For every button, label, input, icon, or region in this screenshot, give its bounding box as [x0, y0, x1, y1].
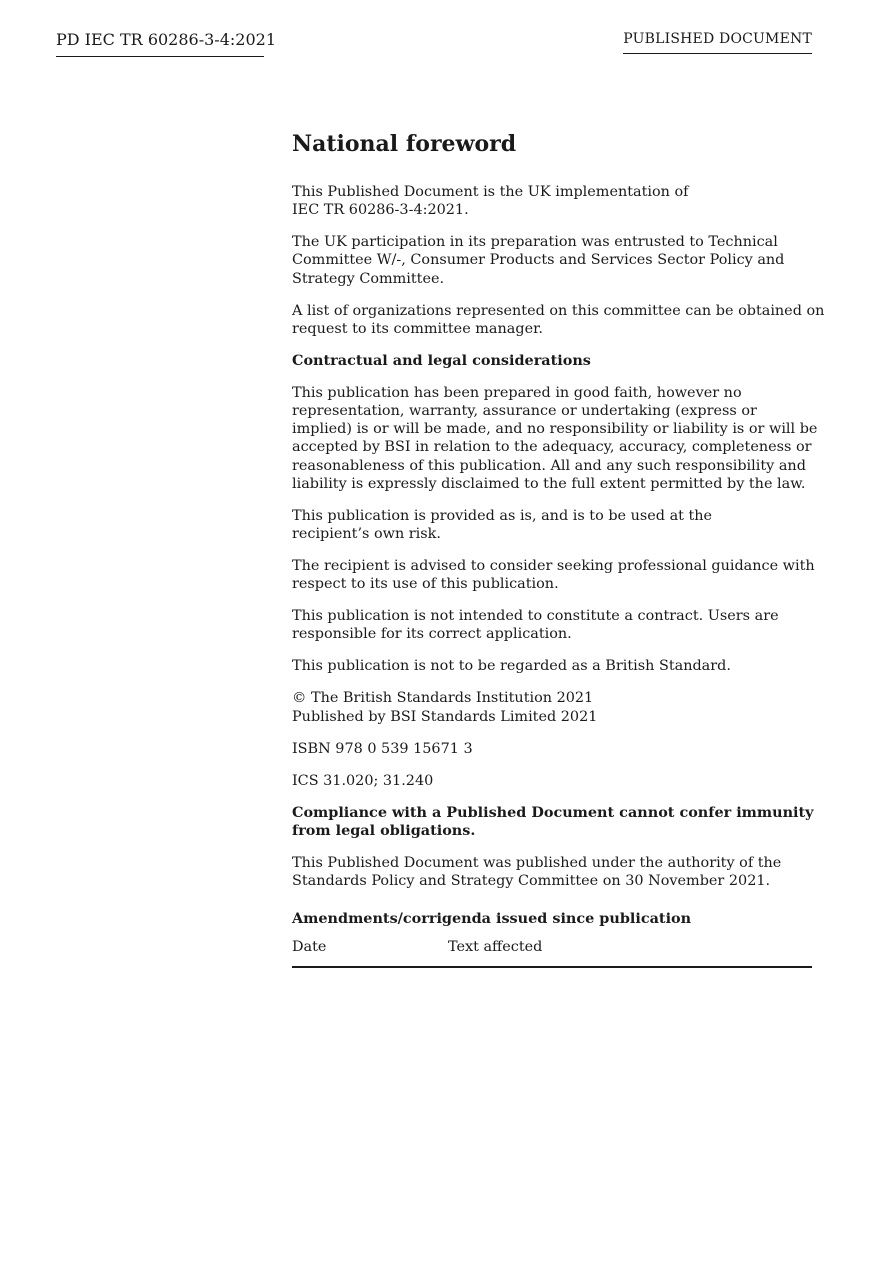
- paragraph-ics: [292, 772, 812, 790]
- text-line: from legal obligations.: [292, 821, 476, 839]
- paragraph-uk-implementation: [292, 183, 812, 219]
- text-line: reasonableness of this publication. All and any such responsibility and: [292, 457, 806, 474]
- text-line: Committee W/-, Consumer Products and Services Sector Policy and: [292, 252, 785, 269]
- amendments-table: [292, 938, 812, 967]
- text-line: A list of organizations represented on this committee can be obtained on: [292, 302, 825, 319]
- document-type: PUBLISHED DOCUMENT: [623, 30, 812, 54]
- text-line: This publication has been prepared in good faith, however no: [292, 384, 742, 401]
- paragraph-own-risk: [292, 507, 812, 543]
- text-line: liability is expressly disclaimed to the full extent permitted by the law.: [292, 475, 806, 492]
- text-line: ISBN 978 0 539 15671 3: [292, 740, 473, 757]
- paragraph-compliance-notice: [292, 804, 812, 840]
- paragraph-good-faith: [292, 384, 818, 493]
- text-line: representation, warranty, assurance or undertaking (express or: [292, 403, 757, 420]
- text-line: recipient’s own risk.: [292, 526, 441, 543]
- text-line: IEC TR 60286-3-4:2021.: [292, 202, 469, 219]
- amendments-heading: Amendments/corrigenda issued since publication: [292, 910, 692, 928]
- paragraph-isbn: [292, 740, 812, 758]
- text-line: The recipient is advised to consider seeking professional guidance with: [292, 558, 815, 575]
- text-line: implied) is or will be made, and no responsibility or liability is or will be: [292, 421, 818, 438]
- paragraph-organizations-list: [292, 302, 825, 338]
- paragraph-professional-guidance: [292, 557, 815, 593]
- national-foreword-section: [292, 128, 825, 968]
- paragraph-uk-participation: [292, 233, 812, 288]
- paragraph-not-british-standard: [292, 657, 812, 675]
- text-line: This Published Document is the UK implementation of: [292, 184, 689, 200]
- text-line: © The British Standards Institution 2021: [292, 690, 594, 707]
- text-line: Compliance with a Published Document cannot confer immunity: [292, 803, 814, 821]
- text-line: This publication is provided as is, and is to be used at the: [292, 507, 713, 524]
- heading-contractual-legal: [292, 352, 812, 370]
- text-line: Standards Policy and Strategy Committee on 30 November 2021.: [292, 873, 771, 890]
- text-line: This Published Document was published under the authority of the: [292, 854, 782, 871]
- text-line: ICS 31.020; 31.240: [292, 772, 434, 789]
- text-line: Contractual and legal considerations: [292, 351, 591, 369]
- page-title: National foreword: [292, 131, 517, 157]
- text-line: Published by BSI Standards Limited 2021: [292, 708, 598, 725]
- paragraph-copyright: [292, 689, 812, 725]
- paragraph-publication-authority: [292, 854, 812, 890]
- column-header-date: Date: [292, 939, 327, 956]
- text-line: respect to its use of this publication.: [292, 576, 559, 593]
- text-line: accepted by BSI in relation to the adequacy, accuracy, completeness or: [292, 439, 812, 456]
- text-line: The UK participation in its preparation was entrusted to Technical: [292, 234, 778, 251]
- text-line: request to its committee manager.: [292, 320, 543, 337]
- text-line: responsible for its correct application.: [292, 626, 572, 643]
- paragraph-not-a-contract: [292, 607, 812, 643]
- document-id: PD IEC TR 60286-3-4:2021: [56, 29, 264, 57]
- column-header-text-affected: Text affected: [448, 939, 543, 956]
- text-line: This publication is not to be regarded as a British Standard.: [292, 658, 731, 675]
- text-line: Strategy Committee.: [292, 270, 445, 287]
- text-line: This publication is not intended to constitute a contract. Users are: [292, 608, 779, 625]
